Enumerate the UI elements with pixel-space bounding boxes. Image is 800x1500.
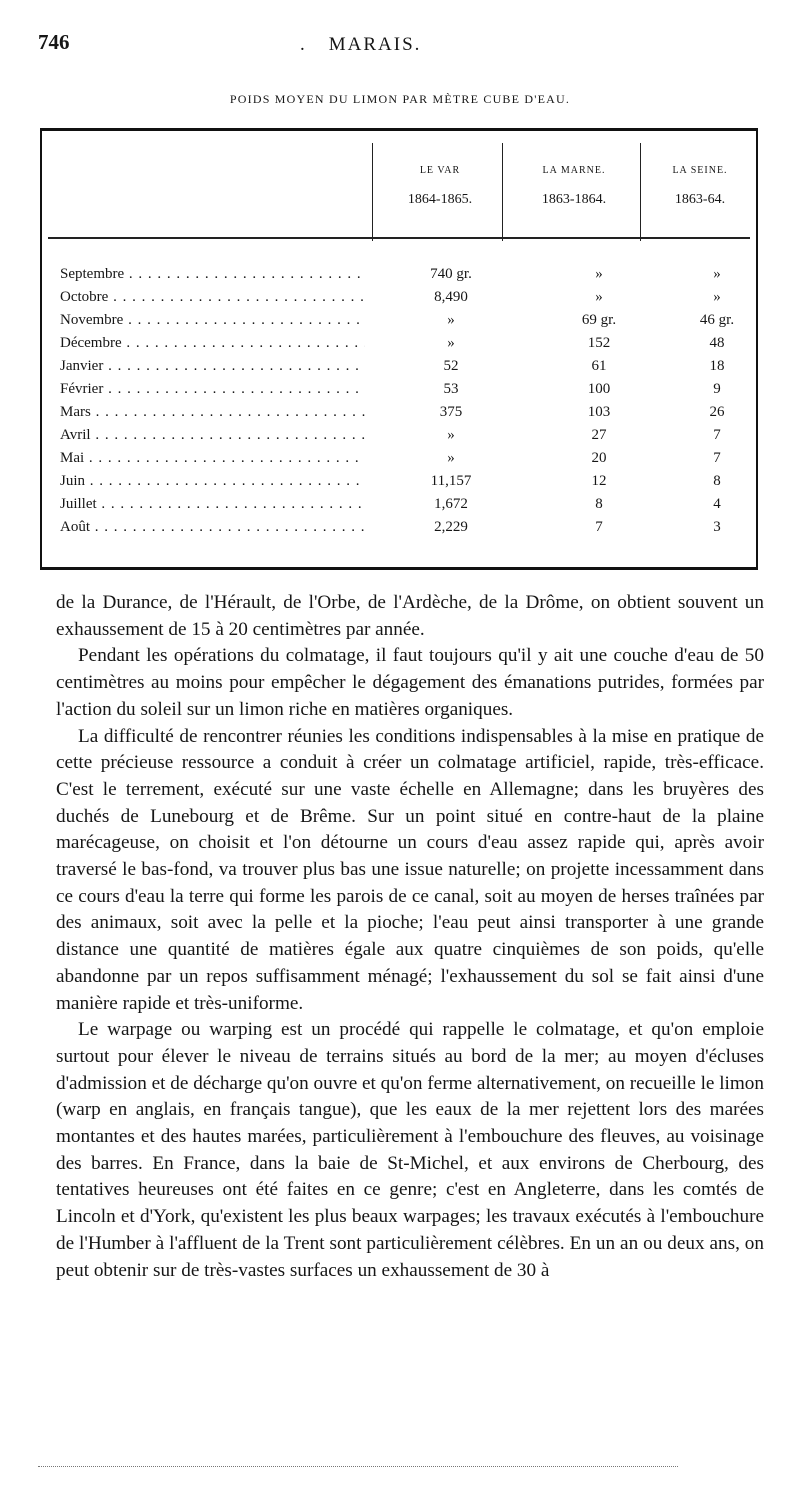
table-row xyxy=(60,470,750,493)
column-divider xyxy=(502,143,503,241)
table-row xyxy=(60,401,750,424)
running-head-title: MARAIS. xyxy=(328,34,422,55)
month-label: Août . . . xyxy=(60,516,365,539)
paragraph: Pendant les opérations du colmatage, il faut toujours qu'il y ait une couche d'eau de 50 centimètres au moins pour empêcher le dégagement des émanations putrides, formées par l'action du soleil sur un limon riche en matières organiques. xyxy=(56,645,764,720)
seine-value: 4 xyxy=(713,496,721,512)
var-value: » xyxy=(447,312,455,328)
var-value: 2,229 xyxy=(434,519,468,535)
month-label: Avril . . . xyxy=(60,424,365,447)
table-row xyxy=(60,378,750,401)
month-label: Décembre . . . xyxy=(60,332,365,355)
seine-value: 7 xyxy=(713,427,721,443)
var-value: 11,157 xyxy=(430,473,472,489)
var-value: » xyxy=(447,335,455,351)
month-label: Novembre . . . xyxy=(60,309,365,332)
table-row xyxy=(60,516,750,539)
paragraph: La difficulté de rencontrer réunies les conditions indispensables à la mise en pratique de cette précieuse ressource a conduit à créer un colmatage artificiel, rapide, très-efficace. C'est le terrement, exécuté sur une vaste échelle en Allemagne; dans les bruyères des duchés de Lunebourg et de Brême. Sur un point situé en contre-haut de la plaine marécageuse, on choisit et l'on détourne un cours d'eau assez rapide qui, après avoir traversé le bas-fond, va trouver plus bas une issue naturelle; on projette incessamment dans ce cours d'eau la terre qui forme les parois de ce canal, soit au moyen de herses traînées par des animaux, soit avec la pelle et la pioche; l'eau peut ainsi transporter à une grande distance une quantité de matières égale aux quatre cinquièmes de son poids, qu'elle abandonne par un repos suffisamment ménagé; l'exhaussement du sol se fait ainsi d'une manière rapide et très-uniforme. xyxy=(56,725,764,1014)
month-label: Mars . . . xyxy=(60,401,365,424)
var-value: 375 xyxy=(439,404,463,420)
table-row xyxy=(60,309,750,332)
seine-value: 46 gr. xyxy=(699,312,735,328)
column-header-var: LE VAR xyxy=(419,165,461,176)
seine-value: 8 xyxy=(713,473,721,489)
table-row xyxy=(60,493,750,516)
month-label: Mai . . . xyxy=(60,447,365,470)
var-value: 53 xyxy=(443,381,459,397)
table-row xyxy=(60,424,750,447)
month-label: Février . . . xyxy=(60,378,365,401)
var-value: 52 xyxy=(443,358,459,374)
seine-value: 26 xyxy=(709,404,725,420)
marne-value: » xyxy=(595,266,603,282)
header-rule xyxy=(48,237,750,239)
marne-value: 103 xyxy=(587,404,611,420)
marne-value: 61 xyxy=(591,358,607,374)
marne-value: 69 gr. xyxy=(581,312,617,328)
var-value: » xyxy=(447,427,455,443)
footer-marks xyxy=(38,1466,678,1469)
var-value: 8,490 xyxy=(434,289,468,305)
marne-value: 27 xyxy=(591,427,607,443)
sediment-table xyxy=(40,128,758,570)
marne-value: 8 xyxy=(595,496,603,512)
marne-value: 20 xyxy=(591,450,607,466)
column-header-marne: LA MARNE. xyxy=(542,165,606,176)
marne-value: 12 xyxy=(591,473,607,489)
seine-value: 3 xyxy=(713,519,721,535)
seine-value: 7 xyxy=(713,450,721,466)
marne-value: » xyxy=(595,289,603,305)
column-years-var: 1864-1865. xyxy=(407,192,473,207)
marne-value: 7 xyxy=(595,519,603,535)
column-years-seine: 1863-64. xyxy=(674,192,726,207)
var-value: 740 gr. xyxy=(430,266,472,282)
seine-value: » xyxy=(713,289,721,305)
seine-value: 9 xyxy=(713,381,721,397)
column-divider xyxy=(372,143,373,241)
month-label: Septembre . . . xyxy=(60,263,365,286)
table-row xyxy=(60,263,750,286)
paragraph: Le warpage ou warping est un procédé qui rappelle le colmatage, et qu'on emploie surtout pour élever le niveau de terrains situés au bord de la mer; au moyen d'écluses d'admission et de décharge qu'on ouvre et qu'on ferme alternativement, on recueille le limon (warp en anglais, en français tangue), que les eaux de la mer rejettent lors des marées montantes et des hautes marées, particulièrement à l'embouchure des fleuves, au voisinage des barres. En France, dans la baie de St-Michel, et aux environs de Cherbourg, des tentatives heureuses ont été faites en ce genre; c'est en Angleterre, dans les comtés de Lincoln et d'York, qu'existent les plus beaux warpages; les travaux exécutés à l'embouchure de l'Humber à l'affluent de la Trent sont particulièrement célèbres. En un an ou deux ans, on peut obtenir sur de très-vastes surfaces un exhaussement de 30 à xyxy=(56,1019,764,1281)
var-value: 1,672 xyxy=(434,496,468,512)
body-text xyxy=(56,590,764,1284)
month-label: Janvier . . . xyxy=(60,355,365,378)
marne-value: 100 xyxy=(587,381,611,397)
table-title: POIDS MOYEN DU LIMON PAR MÈTRE CUBE D'EAU. xyxy=(229,92,571,106)
seine-value: 48 xyxy=(709,335,725,351)
table-row xyxy=(60,286,750,309)
marne-value: 152 xyxy=(587,335,611,351)
column-divider xyxy=(640,143,641,241)
month-label: Juin . . . xyxy=(60,470,365,493)
running-head: . MARAIS. xyxy=(300,34,422,55)
month-label: Juillet . . . xyxy=(60,493,365,516)
table-row xyxy=(60,355,750,378)
paragraph: de la Durance, de l'Hérault, de l'Orbe, de l'Ardèche, de la Drôme, on obtient souvent un exhaussement de 15 à 20 centimètres par année. xyxy=(56,592,764,640)
seine-value: 18 xyxy=(709,358,725,374)
table-row xyxy=(60,332,750,355)
page-number: 746 xyxy=(38,30,70,54)
var-value: » xyxy=(447,450,455,466)
month-label: Octobre . . . xyxy=(60,286,365,309)
column-years-marne: 1863-1864. xyxy=(541,192,607,207)
seine-value: » xyxy=(713,266,721,282)
table-row xyxy=(60,447,750,470)
column-header-seine: LA SEINE. xyxy=(672,165,728,176)
